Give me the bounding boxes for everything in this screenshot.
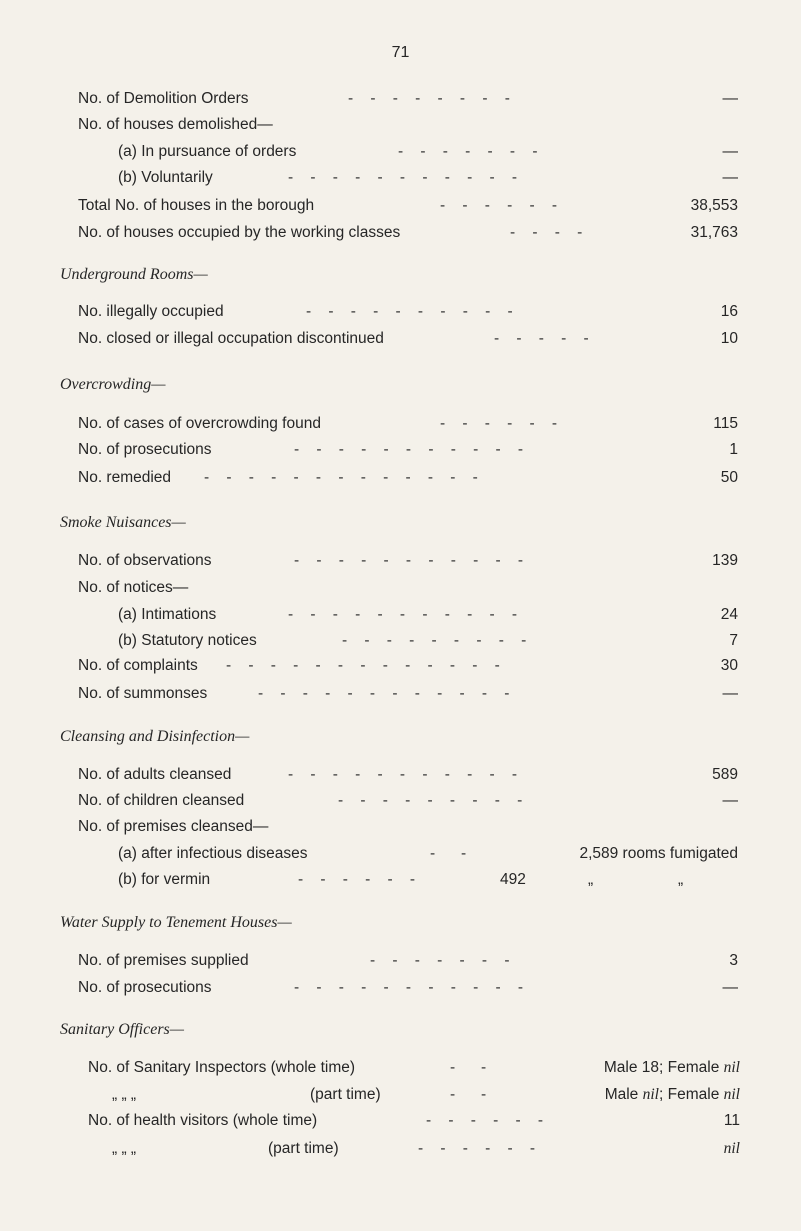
leader-dots: - - - - - - - - - - -: [294, 979, 524, 996]
leader-dots: - - - - - - - - - - -: [288, 606, 518, 623]
row-value: —: [722, 979, 738, 996]
row-value: 1: [729, 441, 738, 458]
row-label: (part time): [310, 1086, 381, 1103]
ditto-mark: „: [588, 871, 594, 888]
row-value: Male nil; Female nil: [604, 1086, 740, 1103]
row-value: 2,589 rooms fumigated: [579, 845, 738, 862]
row-value: 139: [712, 552, 738, 569]
leader-dots: - - - - - -: [418, 1140, 536, 1157]
row-label: Total No. of houses in the borough: [78, 197, 315, 214]
leader-dots: - -: [450, 1059, 487, 1076]
row-adults-cleansed: [78, 762, 738, 788]
row-overcrowding-found: [78, 411, 738, 437]
female-count: nil: [723, 1086, 740, 1103]
row-label: (b) Statutory notices: [118, 632, 257, 649]
row-label: No. of houses demolished—: [78, 116, 273, 133]
row-value: 492: [500, 871, 526, 888]
ditto-marks: „ „ „: [112, 1086, 137, 1103]
row-health-visitors-part: [88, 1136, 740, 1162]
male-prefix: Male: [604, 1086, 639, 1103]
row-statutory-notices: [118, 628, 738, 654]
row-value: 31,763: [690, 224, 738, 241]
row-health-visitors-whole: [88, 1108, 740, 1134]
leader-dots: - - - - - - - - - -: [306, 303, 513, 320]
row-value: 11: [723, 1112, 740, 1129]
leader-dots: - - - -: [510, 224, 583, 241]
row-label: No. of houses occupied by the working classes: [78, 224, 401, 241]
leader-dots: - - - - - - - - - - -: [294, 552, 524, 569]
female-prefix: Female: [667, 1086, 720, 1103]
row-label: No. of adults cleansed: [78, 766, 232, 783]
row-value: 7: [729, 632, 738, 649]
leader-dots: - - - - - - - - - - - - -: [204, 469, 478, 486]
row-value: 3: [729, 952, 738, 969]
row-label: No. of Sanitary Inspectors (whole time): [88, 1059, 356, 1076]
leader-dots: - - - - - -: [298, 871, 416, 888]
leader-dots: - - - - - - - -: [348, 90, 510, 107]
female-count: nil: [723, 1059, 740, 1076]
row-working-classes: [78, 220, 738, 246]
row-value: 16: [720, 303, 738, 320]
row-label: No. of cases of overcrowding found: [78, 415, 321, 432]
row-label: (a) Intimations: [118, 606, 217, 623]
leader-dots: - - - - - - - - - - -: [288, 766, 518, 783]
leader-dots: - - - - - - -: [398, 143, 538, 160]
leader-dots: - - - - - - - - - - - - -: [226, 657, 500, 674]
row-label: (b) Voluntarily: [118, 169, 213, 186]
row-label: No. of Demolition Orders: [78, 90, 249, 107]
row-value: —: [722, 143, 738, 160]
section-heading-water: Water Supply to Tenement Houses—: [60, 914, 292, 931]
row-label: (part time): [268, 1140, 339, 1157]
page-number: 71: [391, 44, 410, 61]
row-label: No. of prosecutions: [78, 979, 212, 996]
row-label: No. of observations: [78, 552, 212, 569]
ditto-marks: „ „ „: [112, 1140, 137, 1157]
row-overcrowding-prosecutions: [78, 437, 738, 463]
leader-dots: - -: [450, 1086, 487, 1103]
row-value: 589: [712, 766, 738, 783]
ditto-mark: „: [678, 871, 684, 888]
male-count: nil: [642, 1086, 659, 1103]
row-label: No. remedied: [78, 469, 172, 486]
row-complaints: [78, 653, 738, 679]
row-label: No. closed or illegal occupation discontinued: [78, 330, 384, 347]
row-value: —: [722, 169, 738, 186]
row-label: No. of premises supplied: [78, 952, 249, 969]
row-label: No. of summonses: [78, 685, 208, 702]
row-illegally-occupied: [78, 299, 738, 325]
row-infectious-diseases: [118, 841, 738, 867]
row-value: 24: [720, 606, 738, 623]
row-total-houses: [78, 193, 738, 219]
row-label: No. illegally occupied: [78, 303, 224, 320]
leader-dots: - - - - - -: [440, 415, 558, 432]
section-heading-smoke: Smoke Nuisances—: [60, 514, 186, 531]
row-value: 10: [720, 330, 738, 347]
row-value: 115: [713, 415, 738, 432]
section-heading-overcrowding: Overcrowding—: [60, 376, 166, 393]
leader-dots: - - - - - - - - - - -: [294, 441, 524, 458]
row-vermin: [118, 867, 738, 893]
row-remedied: [78, 465, 738, 491]
section-heading-cleansing: Cleansing and Disinfection—: [60, 728, 250, 745]
leader-dots: - - - - - -: [426, 1112, 544, 1129]
row-pursuance: [118, 139, 738, 165]
row-label: (a) In pursuance of orders: [118, 143, 297, 160]
section-heading-underground: Underground Rooms—: [60, 266, 208, 283]
row-label: (b) for vermin: [118, 871, 211, 888]
row-value: —: [722, 685, 738, 702]
row-sanitary-inspectors-whole: [88, 1055, 740, 1081]
row-label: No. of prosecutions: [78, 441, 212, 458]
leader-dots: - - - - - - -: [370, 952, 510, 969]
row-summonses: [78, 681, 738, 707]
leader-dots: - - - - - -: [440, 197, 558, 214]
row-voluntarily: [118, 165, 738, 191]
leader-dots: - - - - - - - - -: [342, 632, 527, 649]
row-label: No. of children cleansed: [78, 792, 245, 809]
row-sanitary-inspectors-part: [88, 1082, 740, 1108]
row-value: nil: [723, 1140, 740, 1157]
row-value: 30: [720, 657, 738, 674]
leader-dots: - - - - -: [494, 330, 589, 347]
row-value: Male 18; Female nil: [603, 1059, 740, 1076]
leader-dots: - - - - - - - - - - - -: [258, 685, 510, 702]
row-label: No. of premises cleansed—: [78, 818, 269, 835]
male-count: Male 18: [603, 1059, 659, 1076]
row-value: —: [722, 90, 738, 107]
row-demolition-orders: [78, 86, 738, 112]
row-value: 38,553: [690, 197, 738, 214]
leader-dots: - - - - - - - - - - -: [288, 169, 518, 186]
row-children-cleansed: [78, 788, 738, 814]
row-intimations: [118, 602, 738, 628]
row-water-prosecutions: [78, 975, 738, 1001]
row-label: No. of health visitors (whole time): [88, 1112, 318, 1129]
leader-dots: - -: [430, 845, 467, 862]
row-label: (a) after infectious diseases: [118, 845, 308, 862]
row-label: No. of complaints: [78, 657, 198, 674]
row-label: No. of notices—: [78, 579, 189, 596]
female-prefix: Female: [667, 1059, 720, 1076]
section-heading-sanitary: Sanitary Officers—: [60, 1021, 184, 1038]
leader-dots: - - - - - - - - -: [338, 792, 523, 809]
row-value: 50: [720, 469, 738, 486]
row-value: —: [722, 792, 738, 809]
row-observations: [78, 548, 738, 574]
row-closed-discontinued: [78, 326, 738, 352]
row-premises-supplied: [78, 948, 738, 974]
